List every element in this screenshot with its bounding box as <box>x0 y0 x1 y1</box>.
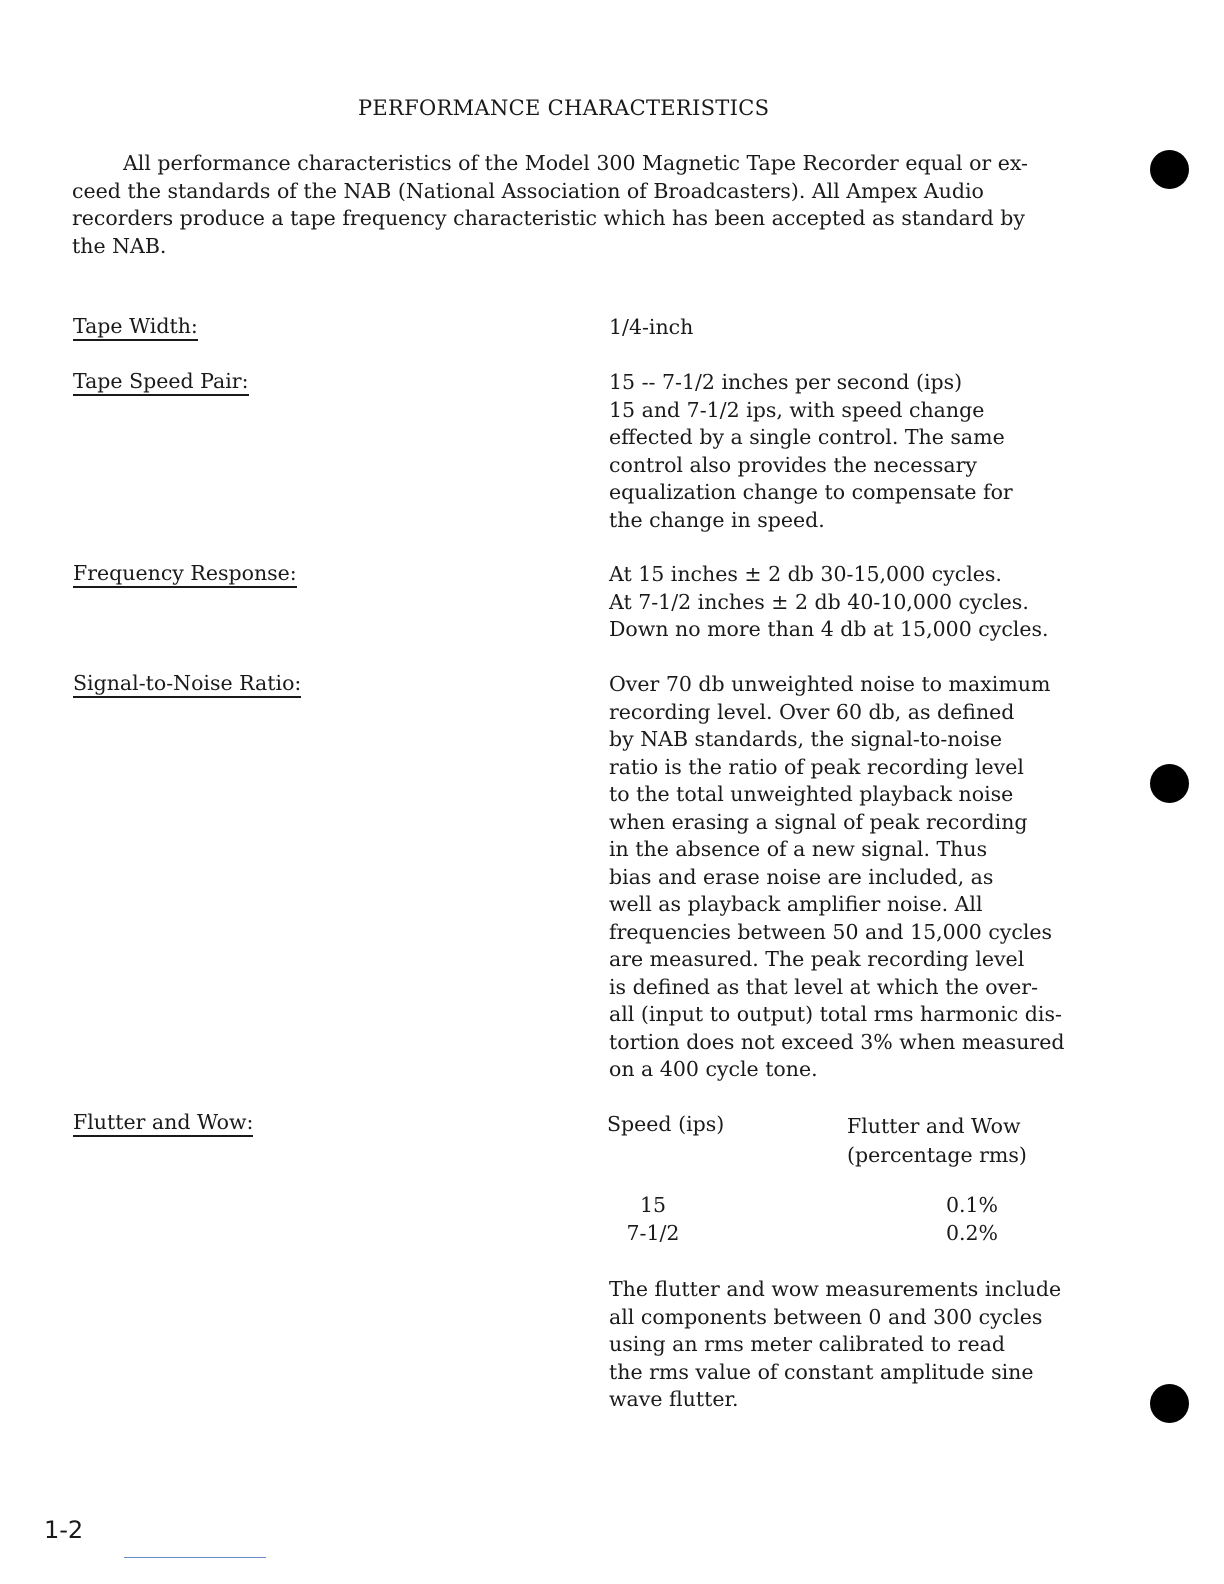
signal-to-noise-label: Signal-to-Noise Ratio: <box>73 671 301 698</box>
spec-line: in the absence of a new signal. Thus <box>609 837 988 861</box>
spec-line: the rms value of constant amplitude sine <box>609 1359 1034 1384</box>
frequency-response-value <box>609 561 1109 644</box>
footer-rule <box>124 1557 266 1558</box>
tape-speed-value <box>609 369 1109 534</box>
speed-cell: 7-1/2 <box>626 1221 680 1245</box>
spec-line: At 7-1/2 inches ± 2 db 40-10,000 cycles. <box>609 589 1029 614</box>
table-row <box>607 1193 1047 1221</box>
spec-line: on a 400 cycle tone. <box>609 1057 818 1081</box>
speed-cell: 15 <box>639 1193 667 1217</box>
spec-line: The flutter and wow measurements include <box>609 1277 1062 1301</box>
spec-line: well as playback amplifier noise. All <box>609 892 983 916</box>
tape-width-label: Tape Width: <box>73 314 198 341</box>
tape-width-value <box>609 314 1109 342</box>
spec-line: 1/4-inch <box>609 315 694 339</box>
binder-hole-icon <box>1150 150 1189 189</box>
tape-speed-label: Tape Speed Pair: <box>73 369 249 396</box>
spec-line: using an rms meter calibrated to read <box>609 1332 1005 1356</box>
spec-line: control also provides the necessary <box>609 452 978 477</box>
spec-line: ratio is the ratio of peak recording level <box>609 754 1024 779</box>
signal-to-noise-value <box>609 671 1109 1084</box>
spec-line: recording level. Over 60 db, as defined <box>609 699 1015 724</box>
binder-hole-icon <box>1150 764 1189 803</box>
spec-line: Down no more than 4 db at 15,000 cycles. <box>609 617 1049 641</box>
frequency-response-label: Frequency Response: <box>73 561 297 588</box>
spec-line: tortion does not exceed 3% when measured <box>609 1029 1065 1054</box>
intro-line: the NAB. <box>72 233 167 258</box>
table-header-speed: Speed (ips) <box>607 1112 725 1136</box>
spec-line: bias and erase noise are included, as <box>609 864 994 889</box>
flutter-wow-notes <box>609 1276 1109 1414</box>
spec-line: all (input to output) total rms harmonic dis- <box>609 1002 1062 1026</box>
table-header-flutter <box>847 1112 1027 1170</box>
flutter-value-cell: 0.2% <box>945 1221 999 1245</box>
page-title: PERFORMANCE CHARACTERISTICS <box>358 96 770 120</box>
spec-line: At 15 inches ± 2 db 30-15,000 cycles. <box>609 562 1002 586</box>
flutter-wow-label: Flutter and Wow: <box>73 1110 253 1137</box>
spec-line: Over 70 db unweighted noise to maximum <box>609 672 1051 696</box>
spec-line: is defined as that level at which the over- <box>609 974 1038 999</box>
binder-hole-icon <box>1150 1384 1189 1423</box>
spec-line: 15 -- 7-1/2 inches per second (ips) <box>609 370 963 394</box>
table-row <box>607 1221 1047 1249</box>
spec-line: by NAB standards, the signal-to-noise <box>609 727 1003 751</box>
spec-line: all components between 0 and 300 cycles <box>609 1304 1043 1329</box>
table-header-line: Flutter and Wow <box>847 1114 1021 1138</box>
intro-line: All performance characteristics of the Model 300 Magnetic Tape Recorder equal or ex- <box>123 151 1028 175</box>
spec-line: effected by a single control. The same <box>609 425 1005 449</box>
flutter-value-cell: 0.1% <box>945 1193 999 1217</box>
spec-line: to the total unweighted playback noise <box>609 782 1014 806</box>
intro-line: recorders produce a tape frequency characteristic which has been accepted as standard by <box>72 206 1025 230</box>
intro-paragraph <box>72 150 1092 260</box>
spec-line: frequencies between 50 and 15,000 cycles <box>609 919 1053 944</box>
page-number: 1-2 <box>44 1516 84 1544</box>
table-header-line: (percentage rms) <box>847 1143 1027 1167</box>
spec-line: when erasing a signal of peak recording <box>609 809 1028 834</box>
spec-line: are measured. The peak recording level <box>609 947 1025 971</box>
intro-line: ceed the standards of the NAB (National Association of Broadcasters). All Ampex Audio <box>72 178 984 203</box>
spec-line: the change in speed. <box>609 507 825 532</box>
spec-line: wave flutter. <box>609 1387 739 1411</box>
spec-line: 15 and 7-1/2 ips, with speed change <box>609 397 985 422</box>
spec-line: equalization change to compensate for <box>609 480 1013 504</box>
